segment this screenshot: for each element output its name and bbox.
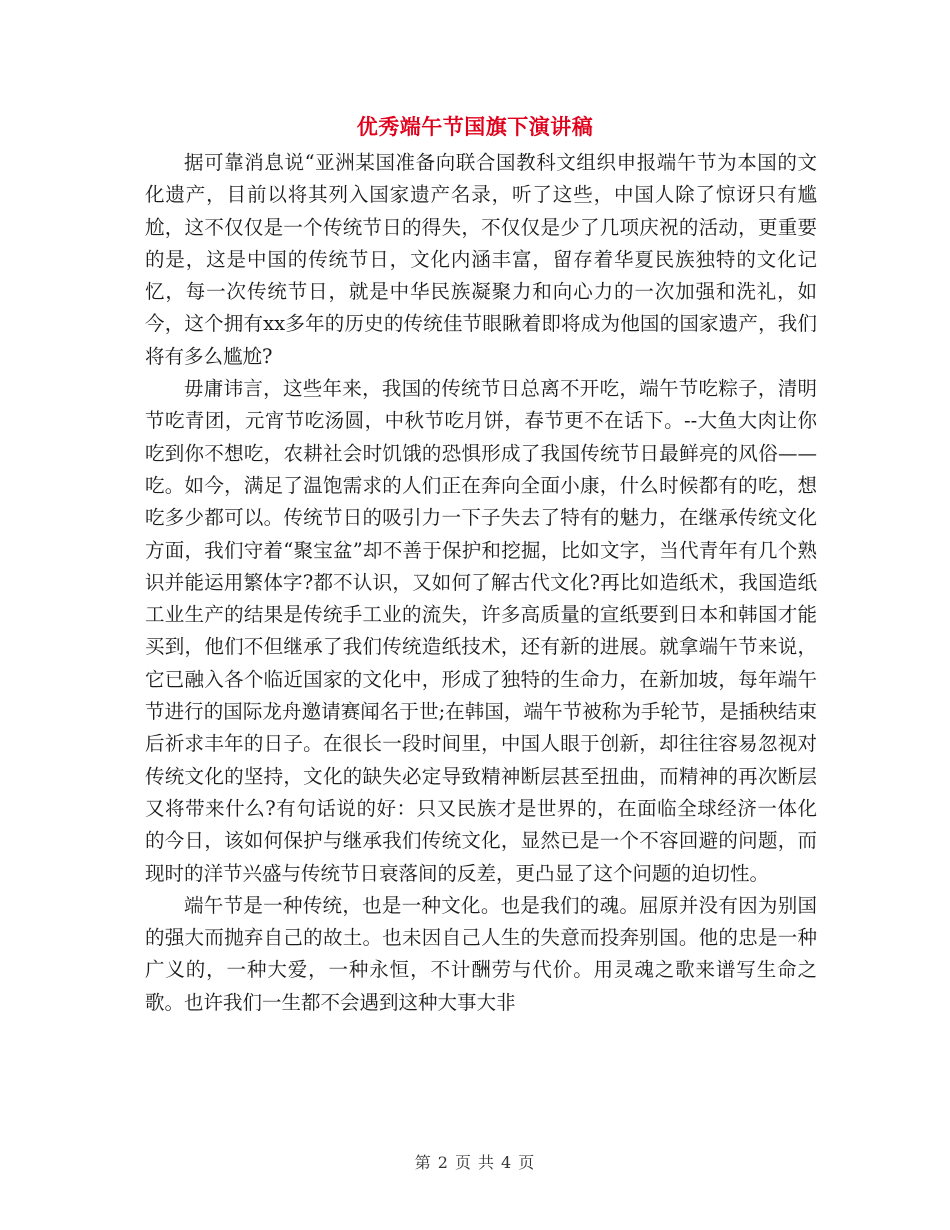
page-footer bbox=[0, 1150, 950, 1173]
paragraph-3: 端午节是一种传统，也是一种文化。也是我们的魂。屈原并没有因为别国的强大而抛弃自己的故土。也未因自己人生的失意而投奔别国。他的忠是一种广义的，一种大爱，一种永恒，不计酬劳与代价。用灵魂之歌来谱写生命之歌。也许我们一生都不会遇到这种大事大非 bbox=[145, 893, 817, 1014]
current-page-number: 2 bbox=[437, 1153, 449, 1172]
document-title: 优秀端午节国旗下演讲稿 bbox=[356, 114, 594, 139]
total-pages-number: 4 bbox=[501, 1153, 513, 1172]
paragraph-2: 毋庸讳言，这些年来，我国的传统节日总离不开吃，端午节吃粽子，清明节吃青团，元宵节吃汤圆，中秋节吃月饼，春节更不在话下。--大鱼大肉让你吃到你不想吃，农耕社会时饥饿的恐惧形成了我国传统节日最鲜亮的风俗——吃。如今，满足了温饱需求的人们正在奔向全面小康，什么时候都有的吃，想吃多少都可以。传统节日的吸引力一下子失去了特有的魅力，在继承传统文化方面，我们守着“聚宝盆”却不善于保护和挖掘，比如文字，当代青年有几个熟识并能运用繁体字?都不认识，又如何了解古代文化?再比如造纸术，我国造纸工业生产的结果是传统手工业的流失，许多高质量的宣纸要到日本和韩国才能买到，他们不但继承了我们传统造纸技术，还有新的进展。就拿端午节来说，它已融入各个临近国家的文化中，形成了独特的生命力，在新加坡，每年端午节进行的国际龙舟邀请赛闻名于世;在韩国，端午节被称为手轮节，是插秧结束后祈求丰年的日子。在很长一段时间里，中国人眼于创新，却往往容易忽视对传统文化的坚持，文化的缺失必定导致精神断层甚至扭曲，而精神的再次断层又将带来什么?有句话说的好：只又民族才是世界的，在面临全球经济一体化的今日，该如何保护与继承我们传统文化，显然已是一个不容回避的问题，而现时的洋节兴盛与传统节日衰落间的反差，更凸显了这个问题的迫切性。 bbox=[145, 377, 817, 885]
footer-mid: 页 共 bbox=[454, 1153, 496, 1172]
document-body bbox=[145, 147, 817, 1019]
footer-suffix: 页 bbox=[518, 1153, 536, 1172]
footer-prefix: 第 bbox=[414, 1153, 432, 1172]
paragraph-1: 据可靠消息说“亚洲某国准备向联合国教科文组织申报端午节为本国的文化遗产，目前以将其列入国家遗产名录，听了这些，中国人除了惊讶只有尴尬，这不仅仅是一个传统节日的得失，不仅仅是少了几项庆祝的活动，更重要的是，这是中国的传统节日，文化内涵丰富，留存着华夏民族独特的文化记忆，每一次传统节日，就是中华民族凝聚力和向心力的一次加强和洗礼，如今，这个拥有xx多年的历史的传统佳节眼瞅着即将成为他国的国家遗产，我们将有多么尴尬? bbox=[145, 151, 817, 368]
